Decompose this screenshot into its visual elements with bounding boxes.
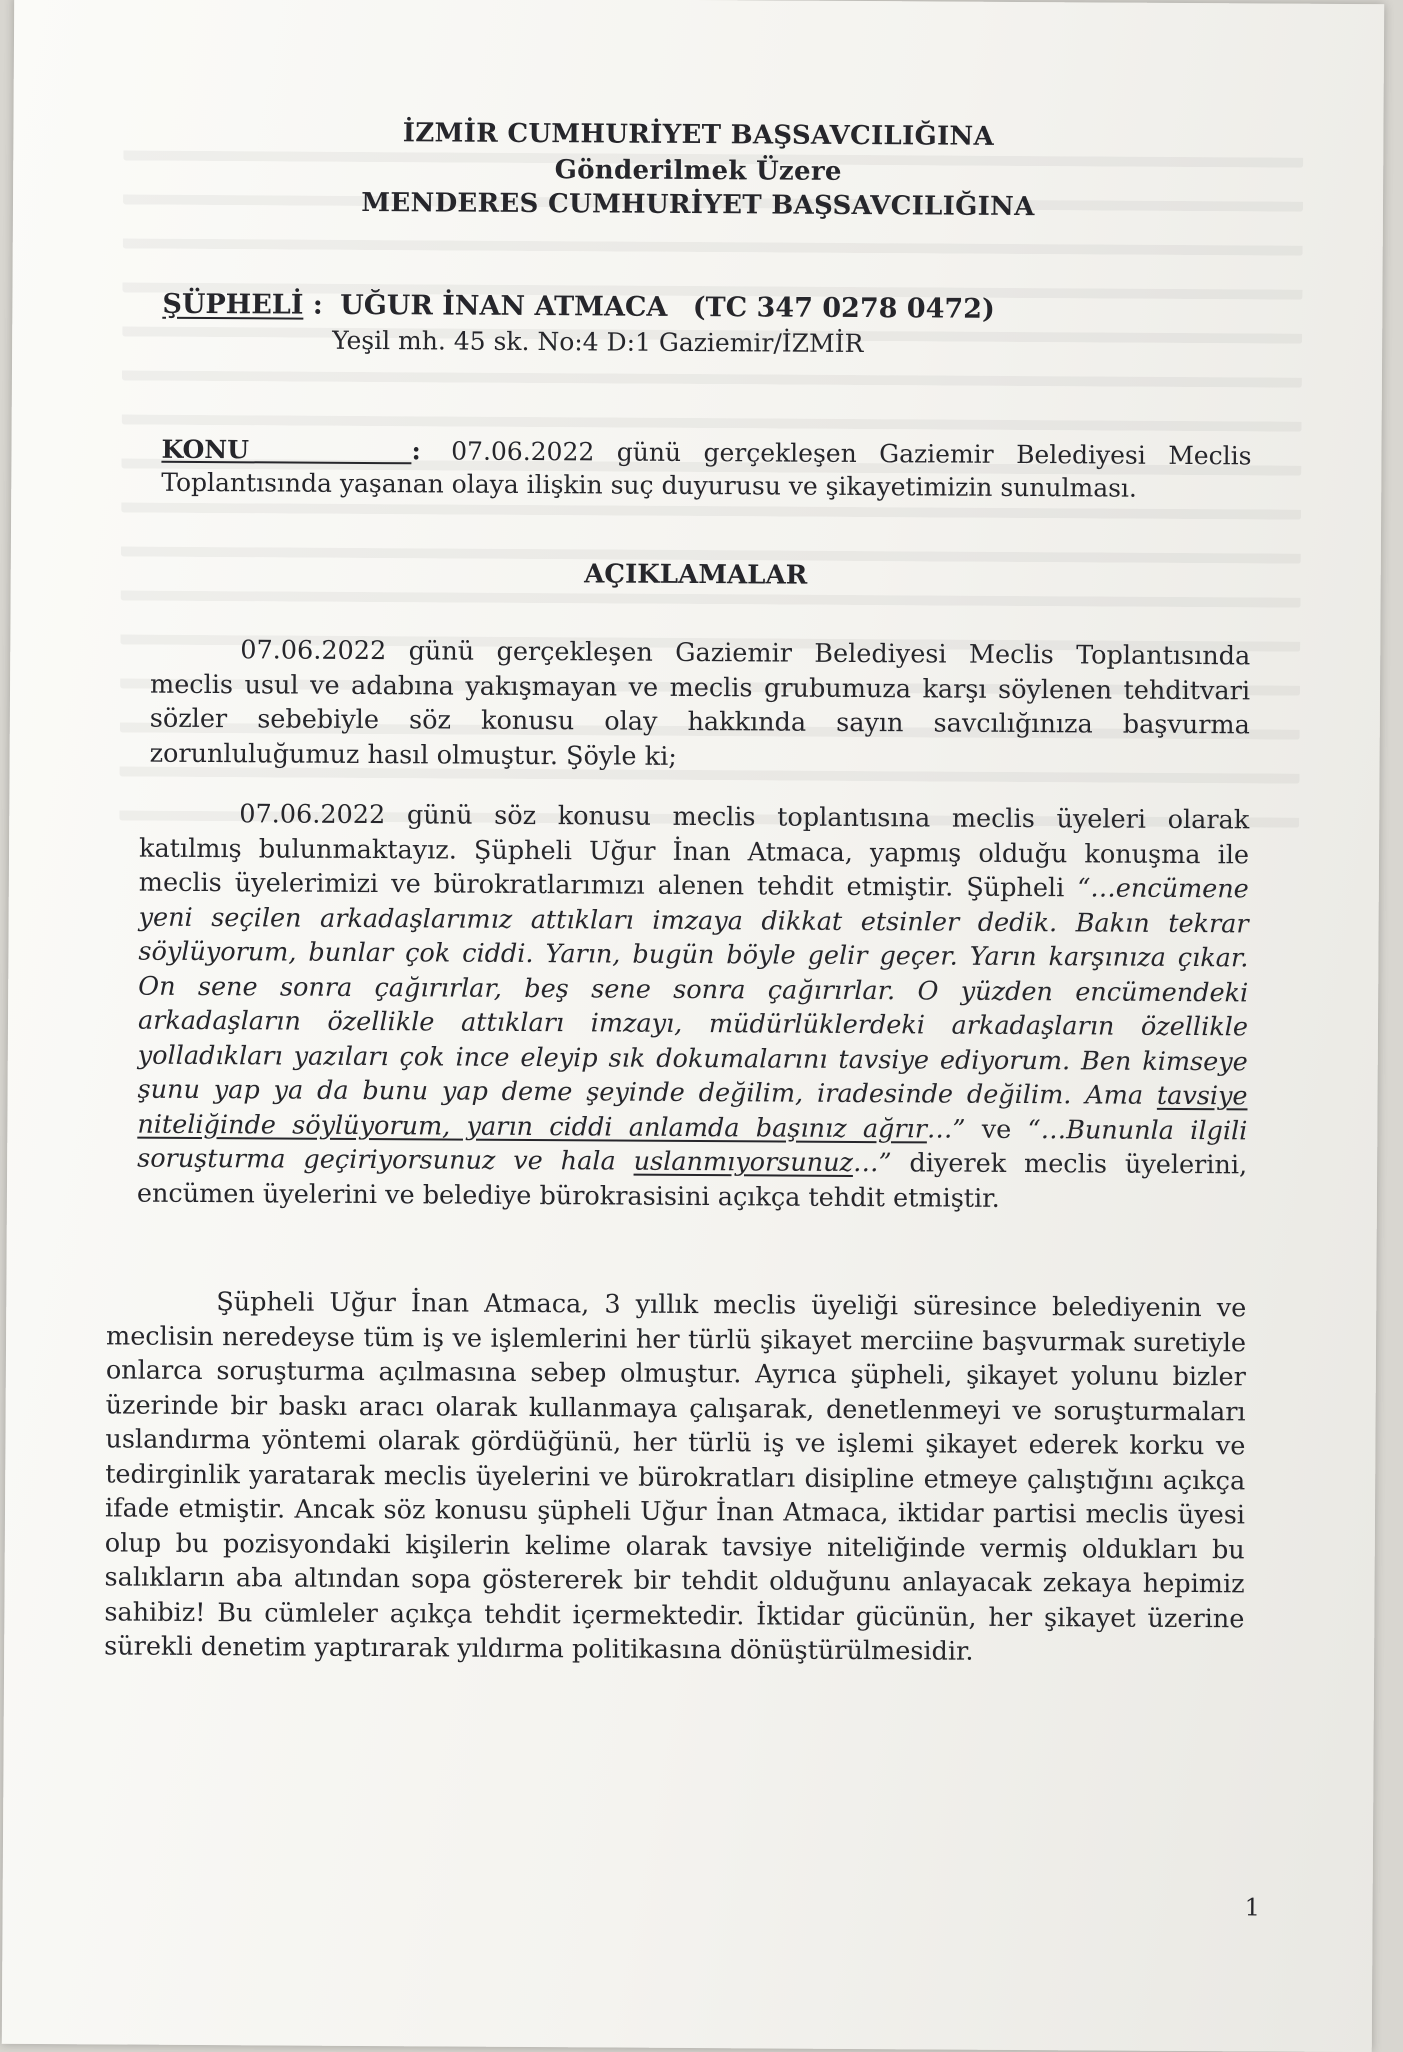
quote-2-underlined: uslanmıyorsunuz bbox=[633, 1146, 854, 1178]
addressee-line-1: İZMİR CUMHURİYET BAŞSAVCILIĞINA bbox=[402, 118, 995, 152]
subject-label: KONU bbox=[161, 439, 411, 465]
subject-text: 07.06.2022 günü gerçekleşen Gaziemir Belediyesi Meclis Toplantısında yaşanan olaya ilişkin suç duyurusu ve şikayetimizin sunulması. bbox=[161, 436, 1252, 503]
addressee-line-3: MENDERES CUMHURİYET BAŞSAVCILIĞINA bbox=[361, 187, 1035, 223]
quote-2: “…Bununla ilgili soruşturma geçiriyorsunuz ve hala bbox=[137, 1114, 1248, 1177]
paragraph-3: Şüpheli Uğur İnan Atmaca, 3 yıllık meclis üyeliği süresince belediyenin ve meclisin neredeyse tüm iş ve işlemlerini her türlü şikayet merciine başvurmak suretiyle onlarca soruşturma açılmasına sebep olmuştur. Ayrıca şüpheli, şikayet yolunu bizler üzerinde bir baskı aracı olarak kullanmaya çalışarak, denetlenmeyi ve soruşturmaları uslandırma yöntemi olarak gördüğünü, her türlü iş ve işlemi şikayet ederek korku ve tedirginlik yaratarak meclis üyelerini ve bürokratları disipline etmeye çalıştığını açıkça ifade etmiştir. Ancak söz konusu şüpheli Uğur İnan Atmaca, iktidar partisi meclis üyesi olup bu pozisyondaki kişilerin kelime olarak tavsiye niteliğinde vermiş oldukları bu salıkların aba altından sopa göstererek bir tehdit olduğunu anlayacak zekaya hepimiz sahibiz! Bu cümleler açıkça tehdit içermektedir. İktidar gücünün, her şikayet üzerine sürekli denetim yaptırarak yıldırma politikasına dönüştürülmesidir. bbox=[104, 1287, 1247, 1667]
suspect-name: UĞUR İNAN ATMACA bbox=[340, 289, 668, 323]
suspect-separator: : bbox=[312, 289, 323, 321]
paragraph-2 bbox=[137, 797, 1250, 1218]
suspect-tc: (TC 347 0278 0472) bbox=[692, 291, 995, 325]
subject-separator: : bbox=[411, 436, 421, 466]
subject-block bbox=[161, 433, 1251, 506]
quote-1: “…encümene yeni seçilen arkadaşlarımız attıkları imzaya dikkat etsinler dedik. Bakın tekrar söylüyorum, bunlar çok ciddi. Yarın, bugün böyle gelir geçer. Yarın karşınıza çıkar. On sene sonra çağırırlar, beş sene sonra çağırırlar. O yüzden encümendeki arkadaşların özellikle attıkları imzayı, müdürlüklerdeki arkadaşların özellikle yolladıkları yazıları çok ince eleyip sık dokumalarını tavsiye ediyorum. Ben kimseye şunu yap ya da bunu yap deme şeyinde değilim, iradesinde değilim. Ama bbox=[137, 873, 1249, 1111]
quote-1-end: …” bbox=[926, 1113, 966, 1145]
suspect-label: ŞÜPHELİ bbox=[162, 288, 304, 321]
addressee-line-2: Gönderilmek Üzere bbox=[554, 155, 842, 187]
paragraph-2-outro: diyerek meclis üyelerini, encümen üyelerini ve belediye bürokrasisini açıkça tehdit etmiştir. bbox=[136, 1148, 1248, 1214]
quote-1-underlined: tavsiye niteliğinde söylüyorum, yarın ciddi anlamda başınız ağrır bbox=[137, 1080, 1248, 1144]
paragraph-2-intro: 07.06.2022 günü söz konusu meclis toplantısına meclis üyeleri olarak katılmış bulunmaktayız. Şüpheli Uğur İnan Atmaca, yapmış olduğu konuşma ile meclis üyelerimizi ve bürokratlarımızı alenen tehdit etmiştir. Şüpheli bbox=[138, 799, 1250, 904]
paragraph-1: 07.06.2022 günü gerçekleşen Gaziemir Belediyesi Meclis Toplantısında meclis usul ve adabına yakışmayan ve meclis grubumuza karşı söylenen tehditvari sözler sebebiyle söz konusu olay hakkında sayın savcılığınıza başvurma zorunluluğumuz hasıl olmuştur. Şöyle ki; bbox=[149, 635, 1251, 772]
quote-2-end: …” bbox=[852, 1147, 892, 1179]
document-page bbox=[2, 0, 1384, 2052]
quote-connector: ve bbox=[965, 1114, 1028, 1145]
suspect-line bbox=[162, 289, 995, 325]
suspect-address: Yeşil mh. 45 sk. No:4 D:1 Gaziemir/İZMİR bbox=[332, 325, 864, 359]
document-body bbox=[2, 0, 1384, 2052]
page-number: 1 bbox=[1244, 1893, 1260, 1922]
section-title: AÇIKLAMALAR bbox=[584, 559, 808, 591]
